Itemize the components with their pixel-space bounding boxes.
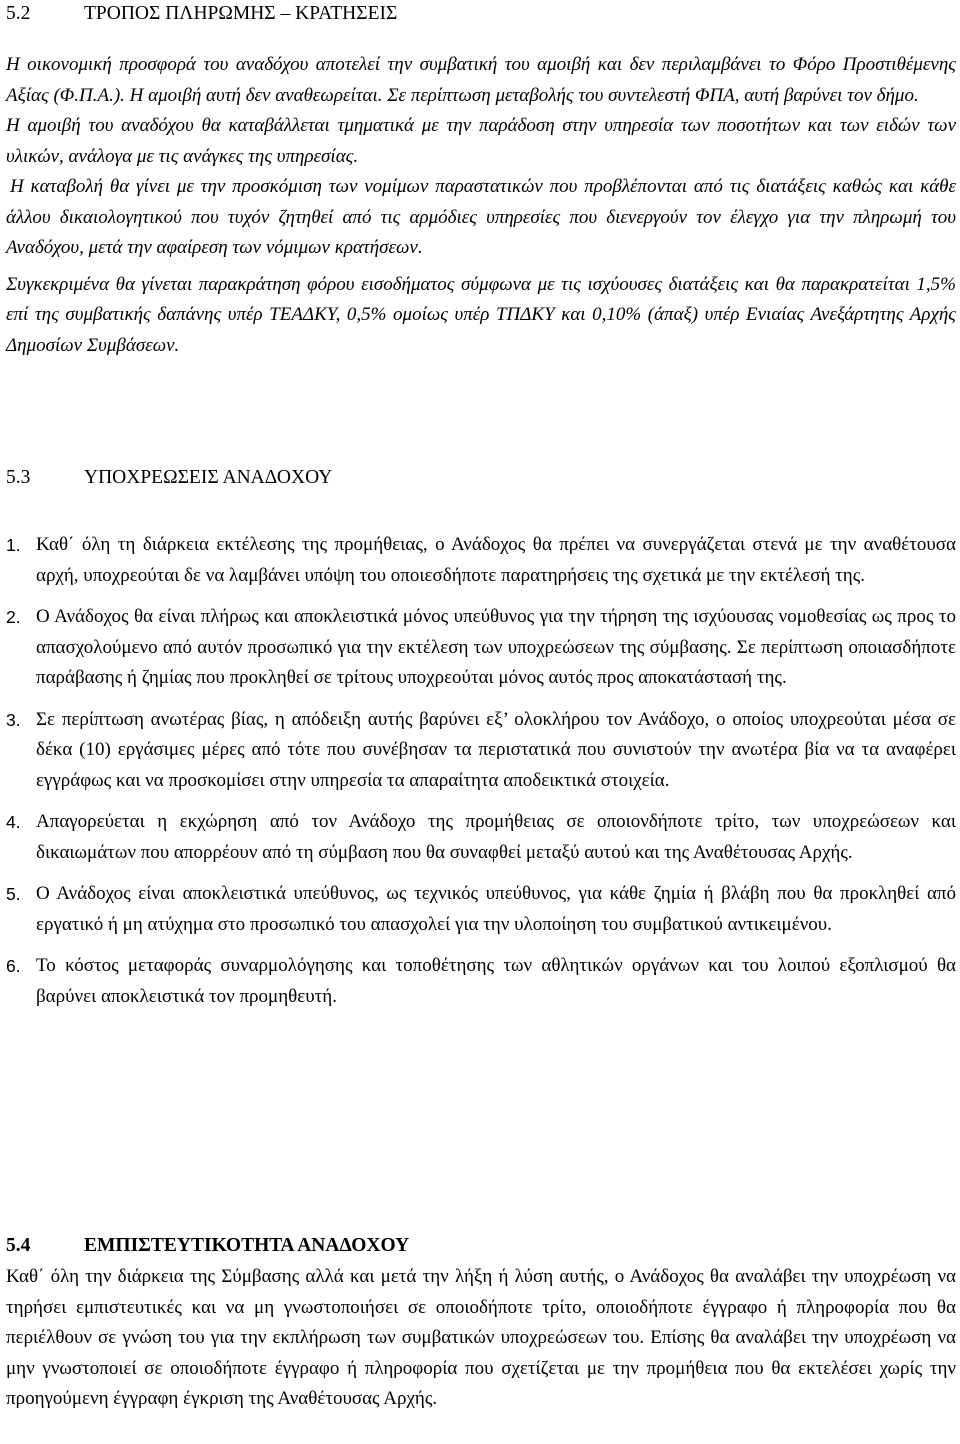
list-item-number: 5. — [6, 884, 21, 904]
list-item-text: Ο Ανάδοχος είναι αποκλειστικά υπεύθυνος, ως τεχνικός υπεύθυνος, για κάθε ζημία ή βλάβη που θα προκληθεί από εργατικό ή μη ατύχημα στο προσωπικό του απασχολεί για την υλοποίηση του συμβατικού αντικειμένου. — [36, 883, 956, 935]
section-title: ΤΡΟΠΟΣ ΠΛΗΡΩΜΗΣ – ΚΡΑΤΗΣΕΙΣ — [84, 3, 398, 24]
section-heading-5-3 — [6, 466, 332, 490]
list-item-number: 1. — [6, 535, 21, 555]
list-item-text: Το κόστος μεταφοράς συναρμολόγησης και τοποθέτησης των αθλητικών οργάνων και του λοιπού εξοπλισμού θα βαρύνει αποκλειστικά τον προμηθευτή. — [36, 955, 956, 1007]
list-item-text: Καθ΄ όλη τη διάρκεια εκτέλεσης της προμήθειας, ο Ανάδοχος θα πρέπει να συνεργάζεται στενά με την αναθέτουσα αρχή, υποχρεούται δε να λαμβάνει υπόψη του οποιεσδήποτε παρατηρήσεις της σχετικά με την εκτέλεσή της. — [36, 534, 956, 586]
section-body-5-4 — [6, 1262, 956, 1415]
list-item — [6, 705, 956, 797]
list-item — [6, 951, 956, 1012]
paragraph: Η καταβολή θα γίνει με την προσκόμιση των νομίμων παραστατικών που προβλέπονται από τις διατάξεις καθώς και κάθε άλλου δικαιολογητικού που τυχόν ζητηθεί από τις αρμόδιες υπηρεσίες που διενεργούν τον έλεγχο για την πληρωμή του Αναδόχου, μετά την αφαίρεση των νόμιμων κρατήσεων. — [6, 176, 956, 258]
paragraph: Συγκεκριμένα θα γίνεται παρακράτηση φόρου εισοδήματος σύμφωνα με τις ισχύουσες διατάξεις και θα παρακρατείται 1,5% επί της συμβατικής δαπάνης υπέρ ΤΕΑΔΚΥ, 0,5% ομοίως υπέρ ΤΠΔΚΥ και 0,10% (άπαξ) υπέρ Ενιαίας Ανεξάρτητης Αρχής Δημοσίων Συμβάσεων. — [6, 273, 956, 356]
list-item-text: Σε περίπτωση ανωτέρας βίας, η απόδειξη αυτής βαρύνει εξ’ ολοκλήρου τον Ανάδοχο, ο οποίος υποχρεούται μέσα σε δέκα (10) εργάσιμες μέρες από τότε που συνέβησαν τα περιστατικά που συνιστούν την ανωτέρα βία να τα αναφέρει εγγράφως και να προσκομίσει στην υπηρεσία τα απαραίτητα αποδεικτικά στοιχεία. — [36, 708, 956, 791]
paragraph: Η αμοιβή του αναδόχου θα καταβάλλεται τμηματικά με την παράδοση στην υπηρεσία των ποσοτήτων και των ειδών των υλικών, ανάλογα με τις ανάγκες της υπηρεσίας. — [6, 115, 956, 167]
section-number: 5.4 — [6, 1235, 31, 1256]
list-item — [6, 807, 956, 868]
list-item-number: 3. — [6, 709, 21, 730]
list-item-number: 4. — [6, 812, 21, 832]
list-item-number: 2. — [6, 607, 21, 627]
list-item-text: Ο Ανάδοχος θα είναι πλήρως και αποκλειστικά μόνος υπεύθυνος για την τήρηση της ισχύουσας νομοθεσίας ως προς το απασχολούμενο από αυτόν προσωπικό για την εκτέλεση των υποχρεώσεων της σύμβασης. Σε περίπτωση οποιασδήποτε παράβασης ή ζημίας που προκληθεί σε τρίτους υποχρεούται μόνος αυτός προς αποκατάστασή της. — [36, 606, 956, 688]
section-number: 5.2 — [6, 3, 31, 24]
list-item — [6, 879, 956, 940]
list-item-number: 6. — [6, 956, 21, 976]
section-body-5-2 — [6, 50, 956, 361]
section-heading-5-4 — [6, 1234, 409, 1258]
list-item-text: Απαγορεύεται η εκχώρηση από τον Ανάδοχο της προμήθειας σε οποιονδήποτε τρίτο, των υποχρεώσεων και δικαιωμάτων που απορρέουν από τη σύμβαση που θα συναφθεί μεταξύ αυτού και της Αναθέτουσας Αρχής. — [36, 811, 956, 863]
section-title: ΥΠΟΧΡΕΩΣΕΙΣ ΑΝΑΔΟΧΟΥ — [84, 467, 333, 488]
section-title: ΕΜΠΙΣΤΕΥΤΙΚΟΤΗΤΑ ΑΝΑΔΟΧΟΥ — [84, 1235, 410, 1256]
section-number: 5.3 — [6, 467, 31, 488]
paragraph: Η οικονομική προσφορά του αναδόχου αποτελεί την συμβατική του αμοιβή και δεν περιλαμβάνει το Φόρο Προστιθέμενης Αξίας (Φ.Π.Α.). Η αμοιβή αυτή δεν αναθεωρείται. Σε περίπτωση μεταβολής του συντελεστή ΦΠΑ, αυτή βαρύνει τον δήμο. — [6, 54, 956, 106]
list-item — [6, 530, 956, 591]
obligations-list — [6, 530, 956, 1012]
list-item — [6, 602, 956, 694]
section-heading-5-2 — [6, 2, 397, 26]
paragraph: Καθ΄ όλη την διάρκεια της Σύμβασης αλλά και μετά την λήξη ή λύση αυτής, ο Ανάδοχος θα αναλάβει την υποχρέωση να τηρήσει εμπιστευτικές και να μη γνωστοποιήσει σε οποιοδήποτε τρίτο, οποιοδήποτε έγγραφο ή πληροφορία που θα περιέλθουν σε γνώση του για την εκπλήρωση των συμβατικών υποχρεώσεων του. Επίσης θα αναλάβει την υποχρέωση να μην γνωστοποιεί σε οποιοδήποτε έγγραφο ή πληροφορία που σχετίζεται με την προμήθεια που θα εκτελέσει χωρίς την προηγούμενη έγγραφη έγκριση της Αναθέτουσας Αρχής. — [6, 1266, 956, 1409]
